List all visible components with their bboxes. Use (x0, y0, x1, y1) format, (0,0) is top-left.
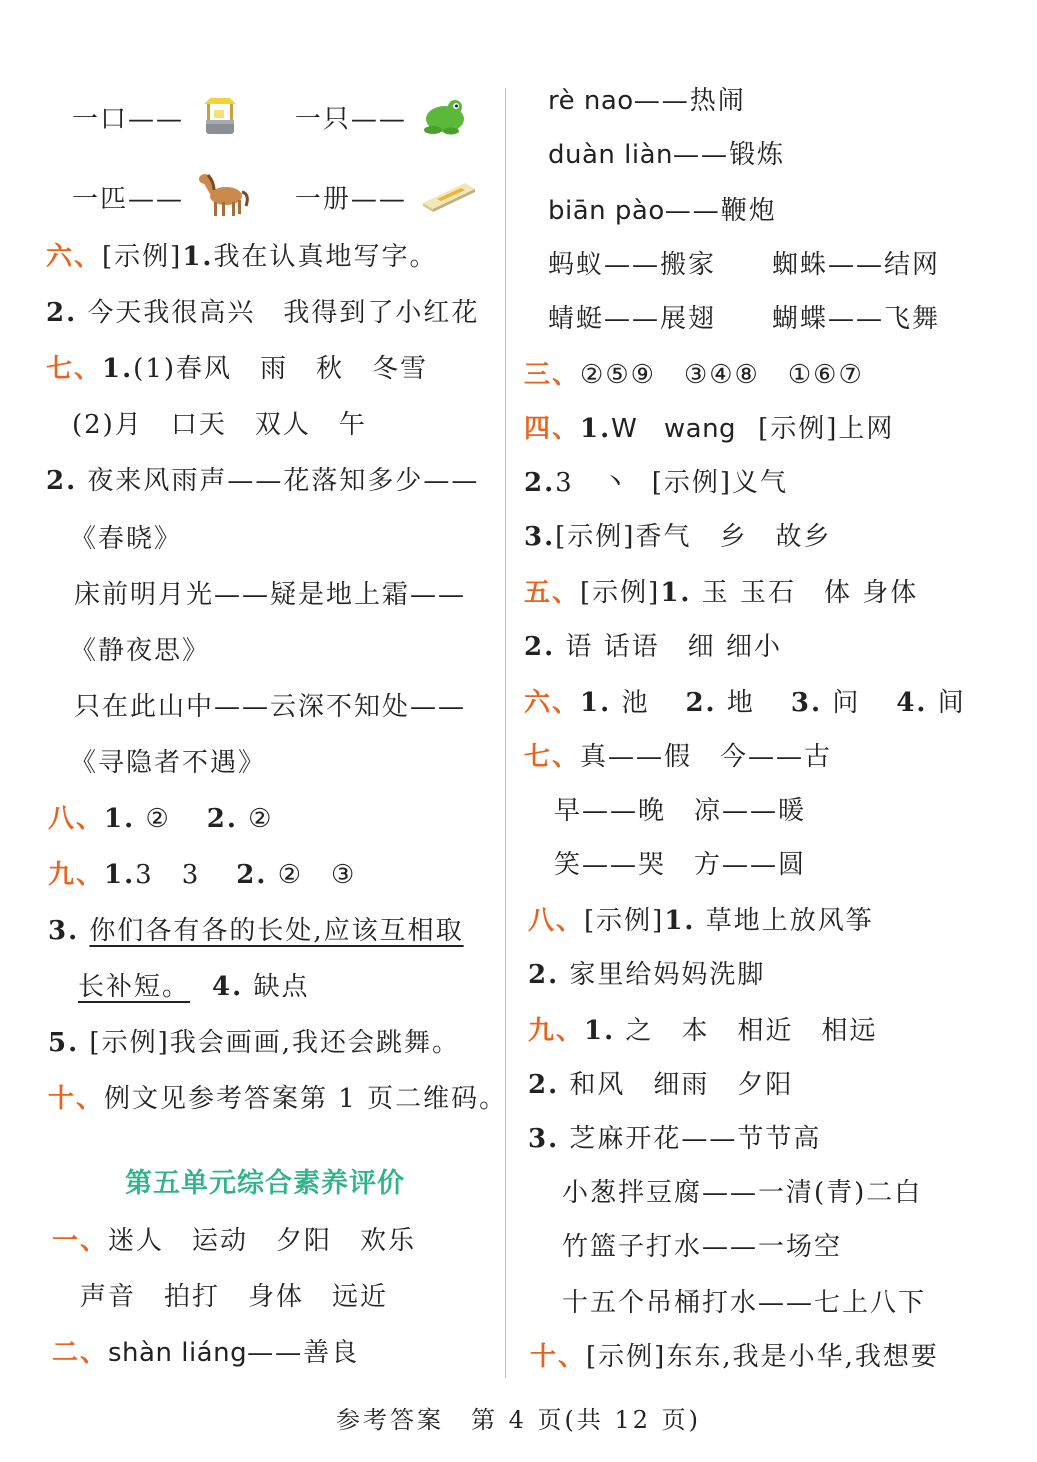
answer-9-3: 3. 你们各有各的长处,应该互相取 (48, 916, 464, 946)
answer-8-2: 2. 家里给妈妈洗脚 (528, 960, 766, 990)
answer-7-1: 七、1.(1)春风 雨 秋 冬雪 (46, 354, 429, 384)
poem-line-3: 只在此山中——云深不知处—— (74, 692, 467, 722)
answer-6: 六、[示例]1.我在认真地写字。 (46, 242, 438, 272)
answer-8: 八、1. ② 2. ② (48, 804, 274, 834)
answer-6: 六、1. 池 2. 地 3. 问 4. 间 (524, 688, 966, 718)
answer-9-1: 九、1. 之 本 相近 相远 (528, 1016, 878, 1046)
answer-7-2: 早——晚 凉——暖 (554, 796, 807, 826)
book-icon (421, 179, 477, 222)
page-footer: 参考答案 第 4 页(共 12 页) (335, 1406, 702, 1434)
answer-9-6: 十五个吊桶打水——七上八下 (562, 1288, 927, 1318)
measure-word-row-1: 一口—— 一只—— (72, 96, 469, 145)
answer-6-2: 2. 今天我很高兴 我得到了小红花 (46, 298, 480, 328)
answer-10: 十、例文见参考答案第 1 页二维码。 (48, 1084, 508, 1114)
unit-answer-1b: 声音 拍打 身体 远近 (80, 1282, 389, 1312)
pinyin-row-1: rè nao——热闹 (548, 86, 746, 116)
poem-title-jingyesi: 《静夜思》 (70, 636, 211, 666)
unit-answer-1: 一、迷人 运动 夕阳 欢乐 (52, 1226, 417, 1256)
answer-9-2: 2. 和风 细雨 夕阳 (528, 1070, 794, 1100)
answer-9-3b: 长补短。 4. 缺点 (78, 972, 310, 1002)
answer-9-3: 3. 芝麻开花——节节高 (528, 1124, 822, 1154)
answer-9-1: 九、1.3 3 2. ② ③ (48, 860, 357, 890)
unit-answer-2: 二、shàn liáng——善良 (52, 1338, 360, 1368)
answer-10: 十、[示例]东东,我是小华,我想要 (530, 1342, 939, 1372)
answer-9-5: 5. [示例]我会画画,我还会跳舞。 (48, 1028, 460, 1058)
answer-3: 三、②⑤⑨ ③④⑧ ①⑥⑦ (524, 360, 864, 390)
answer-4-3: 3.[示例]香气 乡 故乡 (524, 522, 832, 552)
insect-row-2: 蜻蜓——展翅 蝴蝶——飞舞 (548, 304, 941, 334)
answer-9-4: 小葱拌豆腐——一清(青)二白 (562, 1178, 923, 1208)
answer-9-5: 竹篮子打水——一场空 (562, 1232, 843, 1262)
column-divider (505, 88, 506, 1378)
answer-7-1b: (2)月 口天 双人 午 (72, 410, 367, 440)
pinyin-row-3: biān pào——鞭炮 (548, 196, 777, 226)
pinyin-row-2: duàn liàn——锻炼 (548, 140, 786, 170)
measure-word-row-2: 一匹—— 一册—— (72, 172, 477, 229)
answer-7-2: 2. 夜来风雨声——花落知多少—— (46, 466, 480, 496)
answer-7-3: 笑——哭 方——圆 (554, 850, 807, 880)
well-icon (198, 96, 242, 145)
answer-5-2: 2. 语 话语 细 细小 (524, 632, 782, 662)
answer-4-1: 四、1.W wang [示例]上网 (524, 414, 895, 444)
poem-line-2: 床前明月光——疑是地上霜—— (74, 580, 467, 610)
answer-8-1: 八、[示例]1. 草地上放风筝 (528, 906, 874, 936)
frog-icon (421, 97, 469, 144)
unit-title: 第五单元综合素养评价 (125, 1168, 405, 1199)
poem-title-xunyinzhe: 《寻隐者不遇》 (70, 748, 267, 778)
horse-icon (198, 172, 250, 229)
answer-5-1: 五、[示例]1. 玉 玉石 体 身体 (524, 578, 919, 608)
answer-7-1: 七、真——假 今——古 (524, 742, 833, 772)
answer-4-2: 2.3 丶 [示例]义气 (524, 468, 789, 498)
insect-row-1: 蚂蚁——搬家 蜘蛛——结网 (548, 250, 941, 280)
poem-title-chunxiao: 《春晓》 (70, 524, 183, 554)
